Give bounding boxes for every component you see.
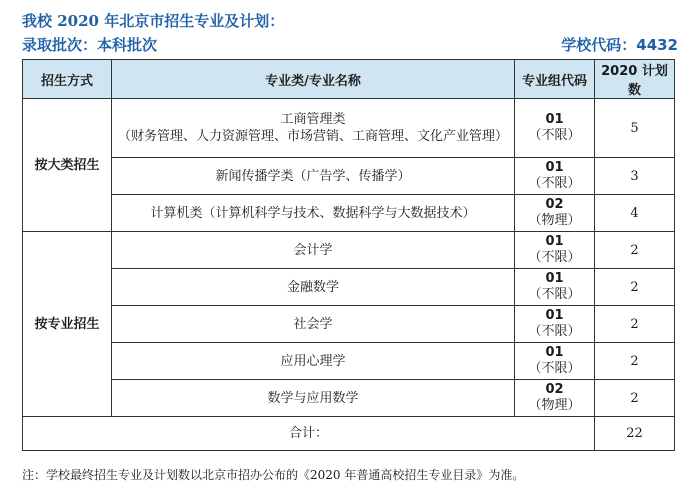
group-code: 01 (545, 112, 564, 127)
admission-batch: 录取批次：本科批次 (22, 36, 158, 54)
column-header-group-code: 专业组代码 (515, 60, 595, 99)
major-cell: 社会学 (112, 306, 515, 343)
subject-limit: （物理） (528, 398, 581, 413)
subject-limit: （不限） (528, 361, 581, 376)
major-cell: 金融数学 (112, 269, 515, 306)
group-code-cell (515, 343, 595, 380)
total-value: 22 (595, 417, 675, 451)
group-code-cell (515, 158, 595, 195)
column-header-major: 专业类/专业名称 (112, 60, 515, 99)
column-header-plan-count: 2020 计划数 (595, 60, 675, 99)
table-row (23, 343, 675, 380)
subject-limit: （不限） (528, 176, 581, 191)
plan-count-cell: 2 (595, 343, 675, 380)
major-cell: 数学与应用数学 (112, 380, 515, 417)
total-label: 合计： (23, 417, 595, 451)
table-header-row (23, 60, 675, 99)
plan-count-cell: 2 (595, 306, 675, 343)
group-code-cell (515, 232, 595, 269)
major-cell: 计算机类（计算机科学与技术、数据科学与大数据技术） (112, 195, 515, 232)
column-header-method: 招生方式 (23, 60, 112, 99)
enrollment-plan-table (22, 59, 675, 451)
subject-limit: （不限） (528, 287, 581, 302)
table-row (23, 158, 675, 195)
major-cell: 工商管理类 （财务管理、人力资源管理、市场营销、工商管理、文化产业管理） (112, 99, 515, 158)
plan-count-cell: 2 (595, 380, 675, 417)
footnote: 注：学校最终招生专业及计划数以北京市招办公布的《2020 年普通高校招生专业目录》为准。 (22, 468, 525, 482)
subject-limit: （物理） (528, 213, 581, 228)
group-code: 01 (545, 160, 564, 175)
enroll-method-cell: 按大类招生 (23, 99, 112, 232)
group-code: 01 (545, 234, 564, 249)
subject-limit: （不限） (528, 324, 581, 339)
plan-count-cell: 2 (595, 232, 675, 269)
school-code: 学校代码：4432 (561, 36, 678, 54)
group-code-cell (515, 380, 595, 417)
group-code-cell (515, 269, 595, 306)
table-row (23, 269, 675, 306)
table-row (23, 232, 675, 269)
plan-count-cell: 5 (595, 99, 675, 158)
group-code: 01 (545, 345, 564, 360)
subheader-row (22, 34, 678, 54)
major-cell: 应用心理学 (112, 343, 515, 380)
group-code-cell (515, 195, 595, 232)
table-row (23, 306, 675, 343)
group-code: 02 (545, 197, 564, 212)
table-row (23, 380, 675, 417)
plan-count-cell: 3 (595, 158, 675, 195)
group-code: 02 (545, 382, 564, 397)
group-code: 01 (545, 308, 564, 323)
group-code-cell (515, 99, 595, 158)
enroll-method-cell: 按专业招生 (23, 232, 112, 417)
group-code-cell (515, 306, 595, 343)
major-cell: 新闻传播学类（广告学、传播学） (112, 158, 515, 195)
plan-count-cell: 2 (595, 269, 675, 306)
plan-count-cell: 4 (595, 195, 675, 232)
page-title: 我校 2020 年北京市招生专业及计划： (22, 12, 285, 30)
table-row (23, 99, 675, 158)
table-row (23, 195, 675, 232)
subject-limit: （不限） (528, 250, 581, 265)
subject-limit: （不限） (528, 128, 581, 143)
group-code: 01 (545, 271, 564, 286)
major-cell: 会计学 (112, 232, 515, 269)
total-row (23, 417, 675, 451)
